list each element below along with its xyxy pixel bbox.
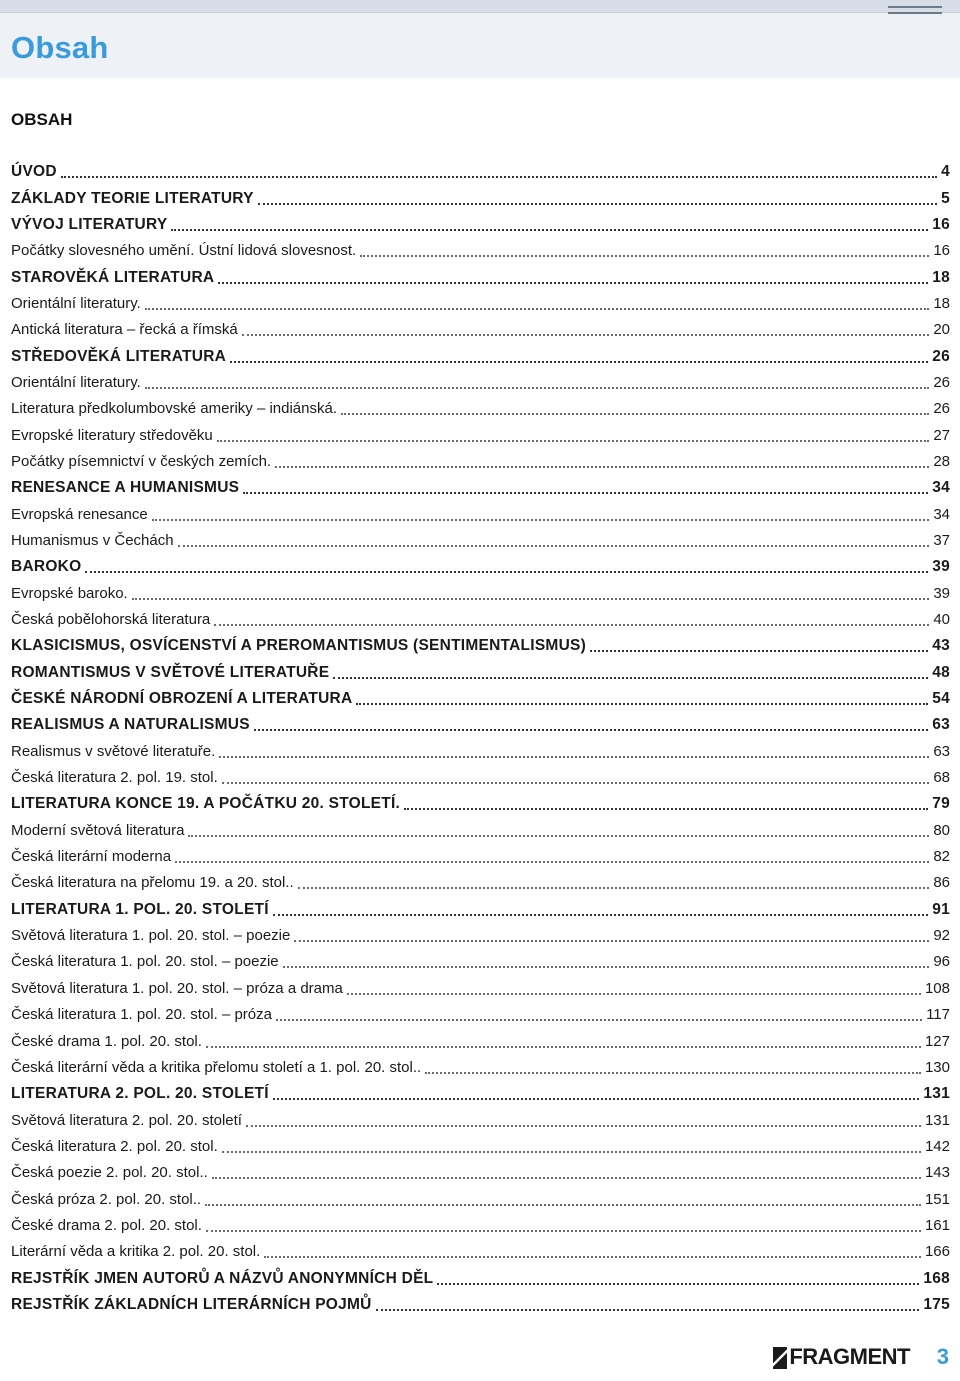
- toc-entry-title: Česká literární věda a kritika přelomu století a 1. pol. 20. stol..: [11, 1058, 422, 1076]
- toc-entry-page: 43: [932, 637, 950, 655]
- toc-entry-page: 79: [932, 795, 950, 813]
- toc-entry-page: 40: [933, 611, 950, 629]
- toc-chapter-row: [11, 1081, 950, 1107]
- dot-leader: [217, 440, 930, 442]
- dot-leader: [404, 808, 928, 810]
- toc-entry-page: 96: [933, 953, 950, 971]
- toc-entry-page: 27: [933, 426, 950, 444]
- dot-leader: [219, 756, 929, 758]
- toc-chapter-row: [11, 1265, 950, 1291]
- toc-entry-page: 131: [923, 1085, 950, 1103]
- dot-leader: [298, 887, 930, 889]
- toc-entry-title: Česká próza 2. pol. 20. stol..: [11, 1190, 202, 1208]
- toc-entry-title: VÝVOJ LITERATURY: [11, 215, 168, 233]
- dot-leader: [145, 308, 930, 310]
- toc-entry-page: 34: [932, 479, 950, 497]
- toc-entry-page: 63: [933, 742, 950, 760]
- toc-entry-page: 28: [933, 452, 950, 470]
- dot-leader: [356, 703, 928, 705]
- toc-entry-title: Počátky písemnictví v českých zemích.: [11, 452, 272, 470]
- dot-leader: [61, 176, 937, 178]
- toc-chapter-row: [11, 343, 950, 369]
- toc-entry-title: REJSTŘÍK ZÁKLADNÍCH LITERÁRNÍCH POJMŮ: [11, 1295, 372, 1313]
- toc-subsection-row: [11, 1107, 950, 1133]
- toc-entry-title: Evropské literatury středověku: [11, 426, 213, 444]
- toc-entry-page: 175: [923, 1295, 950, 1313]
- toc-entry-page: 63: [932, 716, 950, 734]
- toc-chapter-row: [11, 212, 950, 238]
- toc-entry-title: Humanismus v Čechách: [11, 531, 174, 549]
- publisher-logo: [773, 1339, 910, 1369]
- dot-leader: [206, 1230, 921, 1232]
- toc-subsection-row: [11, 291, 950, 317]
- toc-entry-page: 161: [924, 1216, 950, 1234]
- dot-leader: [333, 677, 928, 679]
- toc-entry-title: Orientální literatury.: [11, 294, 141, 312]
- toc-entry-page: 18: [932, 268, 950, 286]
- toc-chapter-row: [11, 185, 950, 211]
- toc-entry-title: ROMANTISMUS V SVĚTOVÉ LITERATUŘE: [11, 663, 330, 681]
- toc-entry-title: ÚVOD: [11, 163, 57, 181]
- toc-heading: OBSAH: [11, 110, 73, 129]
- toc-entry-page: 142: [924, 1137, 950, 1155]
- dot-leader: [222, 782, 930, 784]
- toc-entry-title: České drama 1. pol. 20. stol.: [11, 1032, 202, 1050]
- dot-leader: [246, 1125, 921, 1127]
- toc-entry-title: RENESANCE A HUMANISMUS: [11, 479, 240, 497]
- toc-entry-page: 16: [932, 215, 950, 233]
- toc-subsection-row: [11, 1055, 950, 1081]
- toc-entry-page: 80: [933, 821, 950, 839]
- toc-subsection-row: [11, 1028, 950, 1054]
- toc-subsection-row: [11, 370, 950, 396]
- toc-chapter-row: [11, 660, 950, 686]
- corner-decoration: [888, 6, 942, 14]
- toc-entry-page: 39: [932, 558, 950, 576]
- toc-entry-page: 82: [933, 848, 950, 866]
- toc-entry-title: Světová literatura 1. pol. 20. stol. – poezie: [11, 927, 291, 945]
- toc-entry-page: 26: [932, 347, 950, 365]
- toc-entry-title: BAROKO: [11, 558, 82, 576]
- toc-entry-page: 18: [933, 294, 950, 312]
- dot-leader: [275, 466, 929, 468]
- toc-entry-title: Orientální literatury.: [11, 373, 141, 391]
- toc-subsection-row: [11, 607, 950, 633]
- toc-entry-page: 127: [924, 1032, 950, 1050]
- dot-leader: [425, 1072, 921, 1074]
- toc-subsection-row: [11, 923, 950, 949]
- dot-leader: [214, 624, 929, 626]
- dot-leader: [437, 1283, 919, 1285]
- toc-subsection-row: [11, 870, 950, 896]
- toc-subsection-row: [11, 581, 950, 607]
- dot-leader: [276, 1019, 922, 1021]
- dot-leader: [283, 966, 930, 968]
- toc-entry-page: 20: [933, 321, 950, 339]
- toc-chapter-row: [11, 159, 950, 185]
- toc-entry-title: Evropské baroko.: [11, 584, 128, 602]
- toc-entry-title: STŘEDOVĚKÁ LITERATURA: [11, 347, 227, 365]
- toc-entry-title: KLASICISMUS, OSVÍCENSTVÍ A PREROMANTISMUS (SENTIMENTALISMUS): [11, 637, 587, 655]
- dot-leader: [254, 729, 928, 731]
- dot-leader: [222, 1151, 921, 1153]
- toc-subsection-row: [11, 949, 950, 975]
- dot-leader: [273, 1098, 920, 1100]
- dot-leader: [230, 361, 928, 363]
- brand-mark-icon: [773, 1347, 787, 1369]
- dot-leader: [212, 1177, 921, 1179]
- toc-chapter-row: [11, 264, 950, 290]
- toc-subsection-row: [11, 501, 950, 527]
- toc-subsection-row: [11, 976, 950, 1002]
- dot-leader: [188, 835, 929, 837]
- toc-entry-title: LITERATURA 2. POL. 20. STOLETÍ: [11, 1085, 269, 1103]
- dot-leader: [376, 1309, 920, 1311]
- table-of-contents: [11, 159, 950, 1318]
- toc-entry-page: 91: [932, 900, 950, 918]
- toc-subsection-row: [11, 1213, 950, 1239]
- toc-entry-page: 166: [924, 1243, 950, 1261]
- toc-entry-title: Česká literatura 1. pol. 20. stol. – poezie: [11, 953, 279, 971]
- toc-entry-title: REALISMUS A NATURALISMUS: [11, 716, 250, 734]
- toc-entry-title: Realismus v světové literatuře.: [11, 742, 216, 760]
- toc-chapter-row: [11, 1292, 950, 1318]
- toc-chapter-row: [11, 686, 950, 712]
- page-title: Obsah: [11, 30, 109, 65]
- toc-entry-title: Česká literatura 2. pol. 20. stol.: [11, 1137, 218, 1155]
- toc-entry-page: 37: [933, 531, 950, 549]
- dot-leader: [590, 650, 928, 652]
- toc-entry-title: ČESKÉ NÁRODNÍ OBROZENÍ A LITERATURA: [11, 690, 353, 708]
- toc-entry-page: 130: [924, 1058, 950, 1076]
- toc-entry-title: ZÁKLADY TEORIE LITERATURY: [11, 189, 254, 207]
- toc-entry-page: 5: [941, 189, 950, 207]
- dot-leader: [152, 519, 930, 521]
- dot-leader: [347, 993, 921, 995]
- toc-subsection-row: [11, 422, 950, 448]
- toc-entry-title: Literatura předkolumbovské ameriky – indiánská.: [11, 400, 337, 418]
- toc-subsection-row: [11, 1160, 950, 1186]
- dot-leader: [145, 387, 930, 389]
- toc-entry-page: 143: [924, 1164, 950, 1182]
- toc-entry-page: 151: [924, 1190, 950, 1208]
- toc-subsection-row: [11, 528, 950, 554]
- toc-entry-page: 54: [932, 690, 950, 708]
- toc-entry-title: Česká literatura 2. pol. 19. stol.: [11, 769, 218, 787]
- toc-entry-page: 92: [933, 927, 950, 945]
- toc-subsection-row: [11, 317, 950, 343]
- toc-entry-title: LITERATURA 1. POL. 20. STOLETÍ: [11, 900, 269, 918]
- toc-entry-page: 26: [933, 400, 950, 418]
- toc-subsection-row: [11, 739, 950, 765]
- toc-entry-title: Česká poezie 2. pol. 20. stol..: [11, 1164, 208, 1182]
- dot-leader: [218, 282, 928, 284]
- toc-entry-title: Literární věda a kritika 2. pol. 20. stol.: [11, 1243, 261, 1261]
- toc-entry-title: Česká literatura 1. pol. 20. stol. – próza: [11, 1006, 272, 1024]
- dot-leader: [132, 598, 930, 600]
- toc-chapter-row: [11, 554, 950, 580]
- toc-entry-page: 16: [933, 242, 950, 260]
- dot-leader: [243, 492, 928, 494]
- toc-entry-title: Česká pobělohorská literatura: [11, 611, 211, 629]
- dot-leader: [206, 1046, 921, 1048]
- toc-chapter-row: [11, 897, 950, 923]
- page-number: 3: [936, 1344, 949, 1369]
- dot-leader: [273, 914, 928, 916]
- toc-subsection-row: [11, 1134, 950, 1160]
- dot-leader: [205, 1204, 921, 1206]
- toc-chapter-row: [11, 712, 950, 738]
- toc-entry-title: STAROVĚKÁ LITERATURA: [11, 268, 215, 286]
- dot-leader: [360, 255, 929, 257]
- dot-leader: [175, 861, 929, 863]
- toc-subsection-row: [11, 1002, 950, 1028]
- toc-entry-page: 48: [932, 663, 950, 681]
- toc-entry-title: Česká literatura na přelomu 19. a 20. stol..: [11, 874, 294, 892]
- toc-entry-title: Moderní světová literatura: [11, 821, 185, 839]
- toc-entry-page: 131: [924, 1111, 950, 1129]
- dot-leader: [294, 940, 929, 942]
- toc-entry-title: LITERATURA KONCE 19. A POČÁTKU 20. STOLETÍ.: [11, 795, 401, 813]
- toc-entry-page: 4: [941, 163, 950, 181]
- toc-entry-page: 108: [924, 979, 950, 997]
- toc-subsection-row: [11, 238, 950, 264]
- toc-subsection-row: [11, 844, 950, 870]
- toc-entry-title: Světová literatura 2. pol. 20. století: [11, 1111, 242, 1129]
- toc-entry-title: Evropská renesance: [11, 505, 148, 523]
- brand-name: FRAGMENT: [789, 1344, 910, 1369]
- dot-leader: [171, 229, 928, 231]
- toc-entry-page: 26: [933, 373, 950, 391]
- toc-chapter-row: [11, 633, 950, 659]
- toc-entry-page: 86: [933, 874, 950, 892]
- toc-subsection-row: [11, 1239, 950, 1265]
- top-strip: [0, 0, 960, 13]
- toc-entry-page: 39: [933, 584, 950, 602]
- dot-leader: [242, 334, 930, 336]
- toc-subsection-row: [11, 396, 950, 422]
- toc-entry-title: Antická literatura – řecká a římská: [11, 321, 238, 339]
- toc-subsection-row: [11, 818, 950, 844]
- toc-chapter-row: [11, 475, 950, 501]
- toc-entry-page: 68: [933, 769, 950, 787]
- dot-leader: [258, 203, 937, 205]
- toc-entry-title: Česká literární moderna: [11, 848, 172, 866]
- dot-leader: [264, 1256, 921, 1258]
- toc-entry-title: Počátky slovesného umění. Ústní lidová slovesnost.: [11, 242, 357, 260]
- dot-leader: [85, 571, 928, 573]
- dot-leader: [178, 545, 930, 547]
- toc-subsection-row: [11, 449, 950, 475]
- toc-entry-page: 117: [926, 1006, 950, 1024]
- toc-entry-page: 34: [933, 505, 950, 523]
- toc-entry-title: České drama 2. pol. 20. stol.: [11, 1216, 202, 1234]
- toc-subsection-row: [11, 1186, 950, 1212]
- toc-entry-title: REJSTŘÍK JMEN AUTORŮ A NÁZVŮ ANONYMNÍCH DĚL: [11, 1269, 434, 1287]
- toc-chapter-row: [11, 791, 950, 817]
- toc-entry-page: 168: [923, 1269, 950, 1287]
- toc-entry-title: Světová literatura 1. pol. 20. stol. – próza a drama: [11, 979, 343, 997]
- toc-subsection-row: [11, 765, 950, 791]
- dot-leader: [341, 413, 929, 415]
